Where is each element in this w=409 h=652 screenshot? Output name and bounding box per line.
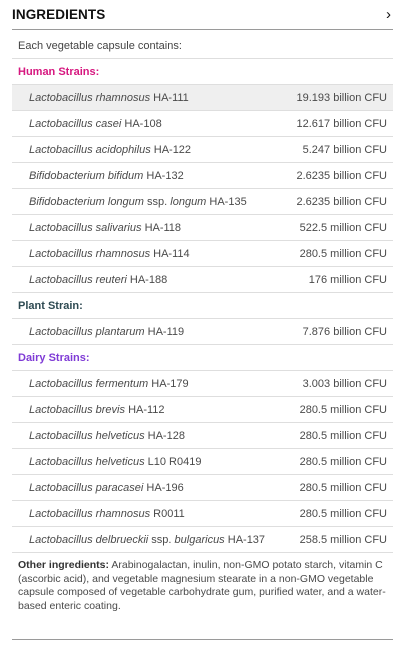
strain-species: Lactobacillus rhamnosus	[29, 91, 151, 104]
strain-code: HA-179	[151, 377, 189, 390]
strain-subspecies: longum	[170, 195, 207, 208]
strain-row	[12, 267, 393, 293]
strain-row	[12, 449, 393, 475]
strain-code: HA-111	[153, 91, 189, 104]
strain-species: Lactobacillus plantarum	[29, 325, 145, 338]
ingredients-list	[12, 33, 393, 553]
strain-code: HA-196	[146, 481, 184, 494]
strain-amount: 280.5 million CFU	[299, 429, 387, 442]
strain-row	[12, 111, 393, 137]
other-ingredients-label: Other ingredients:	[18, 559, 110, 571]
strain-amount: 258.5 million CFU	[299, 533, 387, 546]
strain-species: Lactobacillus rhamnosus	[29, 247, 151, 260]
strain-code: HA-112	[128, 403, 165, 416]
other-ingredients	[18, 559, 390, 613]
strain-row	[12, 319, 393, 345]
strain-row	[12, 423, 393, 449]
strain-amount: 280.5 million CFU	[299, 403, 387, 416]
strain-row	[12, 527, 393, 553]
strain-code: HA-119	[147, 325, 185, 338]
strain-name	[29, 534, 265, 546]
strain-amount: 2.6235 billion CFU	[296, 195, 387, 208]
strain-species: Lactobacillus rhamnosus	[29, 507, 151, 520]
strain-amount: 5.247 billion CFU	[302, 143, 387, 156]
strain-row	[12, 189, 393, 215]
strain-code: HA-118	[144, 221, 182, 234]
strain-row	[12, 371, 393, 397]
footer-divider	[12, 639, 393, 640]
strain-amount: 19.193 billion CFU	[296, 91, 387, 104]
section-title: INGREDIENTS	[12, 7, 106, 22]
strain-code: HA-114	[153, 247, 190, 260]
strain-species: Bifidobacterium bifidum	[29, 169, 144, 182]
strain-ssp-label: ssp.	[147, 195, 168, 208]
strain-code: HA-132	[146, 169, 184, 182]
strain-species: Lactobacillus reuteri	[29, 273, 127, 286]
strain-amount: 2.6235 billion CFU	[296, 169, 387, 182]
strain-row	[12, 241, 393, 267]
strain-code: HA-108	[124, 117, 162, 130]
strain-name	[29, 456, 201, 468]
strain-row	[12, 501, 393, 527]
ingredients-accordion-header[interactable]	[12, 0, 393, 30]
intro-text: Each vegetable capsule contains:	[12, 33, 393, 59]
strain-name	[29, 248, 190, 260]
strain-code: HA-128	[147, 429, 185, 442]
strain-amount: 280.5 million CFU	[299, 455, 387, 468]
strain-name	[29, 118, 162, 130]
strain-code: HA-137	[227, 533, 266, 546]
strain-amount: 12.617 billion CFU	[296, 117, 387, 130]
strain-code: L10 R0419	[147, 455, 202, 468]
chevron-right-icon[interactable]: ›	[386, 6, 391, 23]
strain-amount: 522.5 million CFU	[299, 221, 387, 234]
section-heading: Human Strains:	[12, 59, 393, 85]
strain-name	[29, 170, 184, 182]
strain-amount: 280.5 million CFU	[299, 507, 387, 520]
strain-name	[29, 92, 189, 104]
strain-species: Lactobacillus helveticus	[29, 455, 145, 468]
strain-name	[29, 326, 184, 338]
strain-code: R0011	[153, 507, 185, 520]
strain-species: Lactobacillus salivarius	[29, 221, 142, 234]
strain-amount: 280.5 million CFU	[299, 247, 387, 260]
section-heading: Plant Strain:	[12, 293, 393, 319]
strain-name	[29, 222, 181, 234]
strain-row	[12, 215, 393, 241]
strain-code: HA-122	[153, 143, 192, 156]
strain-row	[12, 85, 393, 111]
strain-species: Lactobacillus acidophilus	[29, 143, 151, 156]
strain-subspecies: bulgaricus	[174, 533, 225, 546]
strain-code: HA-135	[209, 195, 247, 208]
strain-row	[12, 163, 393, 189]
strain-amount: 7.876 billion CFU	[302, 325, 387, 338]
strain-ssp-label: ssp.	[151, 533, 172, 546]
strain-row	[12, 397, 393, 423]
strain-species: Bifidobacterium longum	[29, 195, 144, 208]
strain-species: Lactobacillus paracasei	[29, 481, 144, 494]
strain-name	[29, 404, 165, 416]
strain-name	[29, 274, 167, 286]
strain-row	[12, 475, 393, 501]
strain-species: Lactobacillus fermentum	[29, 377, 149, 390]
other-ingredients-text: Arabinogalactan, inulin, non-GMO potato starch, vitamin C (ascorbic acid), and vegetable magnesium stearate in a non-GMO vegetable capsule composed of vegetable carbohydrate gum, purified water, and a water-based enteric coating.	[18, 559, 386, 612]
strain-name	[29, 482, 184, 494]
strain-species: Lactobacillus casei	[29, 117, 122, 130]
section-heading: Dairy Strains:	[12, 345, 393, 371]
strain-name	[29, 196, 247, 208]
strain-amount: 280.5 million CFU	[299, 481, 387, 494]
strain-species: Lactobacillus delbrueckii	[29, 533, 149, 546]
strain-name	[29, 144, 191, 156]
strain-name	[29, 378, 189, 390]
strain-name	[29, 508, 185, 520]
strain-amount: 3.003 billion CFU	[302, 377, 387, 390]
strain-row	[12, 137, 393, 163]
strain-amount: 176 million CFU	[308, 273, 387, 286]
strain-name	[29, 430, 185, 442]
strain-code: HA-188	[129, 273, 168, 286]
strain-species: Lactobacillus helveticus	[29, 429, 145, 442]
strain-species: Lactobacillus brevis	[29, 403, 125, 416]
